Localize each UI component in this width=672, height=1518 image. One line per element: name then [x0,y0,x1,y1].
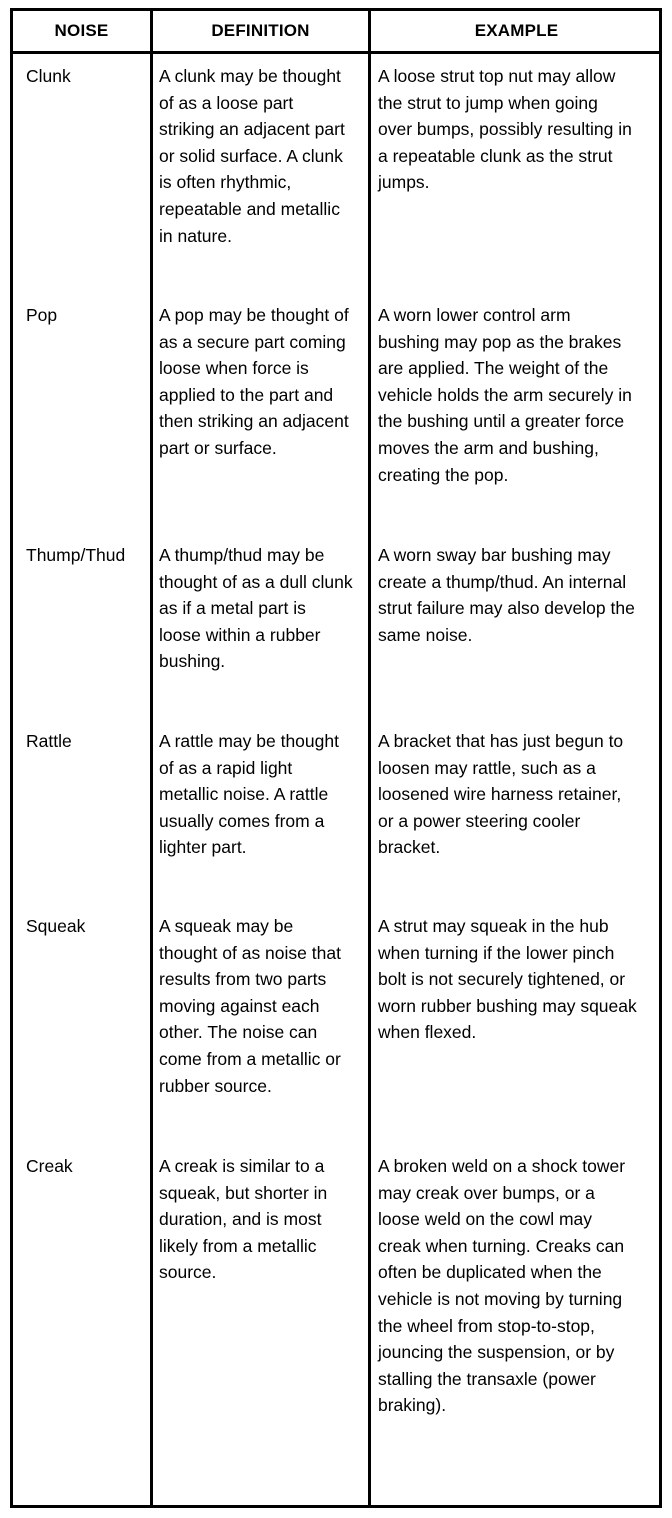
row-definition-creak: A creak is similar to a squeak, but shorter in duration, and is most likely from a metallic source. [159,1156,328,1283]
row-example-creak: A broken weld on a shock tower may creak over bumps, or a loose weld on the cowl may creak when turning. Creaks can often be duplicated when the vehicle is not moving by turning the wheel from stop-to-stop, jouncing the suspension, or by stalling the transaxle (power braking). [378,1156,626,1416]
row-noise-rattle: Rattle [26,731,72,751]
row-noise-thump-thud: Thump/Thud [26,545,126,565]
row-noise-pop: Pop [26,305,58,325]
row-example-thump-thud: A worn sway bar bushing may create a thump/thud. An internal strut failure may also develop the same noise. [378,545,635,645]
row-definition-thump-thud: A thump/thud may be thought of as a dull clunk as if a metal part is loose within a rubber bushing. [159,545,353,672]
row-noise-clunk: Clunk [26,66,71,86]
row-example-squeak: A strut may squeak in the hub when turning if the lower pinch bolt is not securely tightened, or worn rubber bushing may squeak when flexed. [378,916,637,1043]
header-definition: DEFINITION [211,21,310,40]
row-noise-creak: Creak [26,1156,73,1176]
row-definition-clunk: A clunk may be thought of as a loose part striking an adjacent part or solid surface. A clunk is often rhythmic, repeatable and metallic in nature. [159,66,345,246]
row-example-pop: A worn lower control arm bushing may pop as the brakes are applied. The weight of the vehicle holds the arm securely in the bushing until a greater force moves the arm and bushing, creating the pop. [378,305,632,485]
row-definition-squeak: A squeak may be thought of as noise that results from two parts moving against each other. The noise can come from a metallic or rubber source. [159,916,341,1096]
row-noise-squeak: Squeak [26,916,86,936]
column-divider [150,11,153,1505]
noise-definition-table [10,8,662,1508]
row-example-clunk: A loose strut top nut may allow the strut to jump when going over bumps, possibly resulting in a repeatable clunk as the strut jumps. [378,66,632,193]
header-example: EXAMPLE [474,21,559,40]
column-divider [368,11,371,1505]
row-example-rattle: A bracket that has just begun to loosen may rattle, such as a loosened wire harness retainer, or a power steering cooler bracket. [378,731,624,858]
header-noise: NOISE [54,21,109,40]
row-definition-rattle: A rattle may be thought of as a rapid light metallic noise. A rattle usually comes from a lighter part. [159,731,339,858]
row-definition-pop: A pop may be thought of as a secure part coming loose when force is applied to the part and then striking an adjacent part or surface. [159,305,349,458]
header-divider [13,51,659,54]
